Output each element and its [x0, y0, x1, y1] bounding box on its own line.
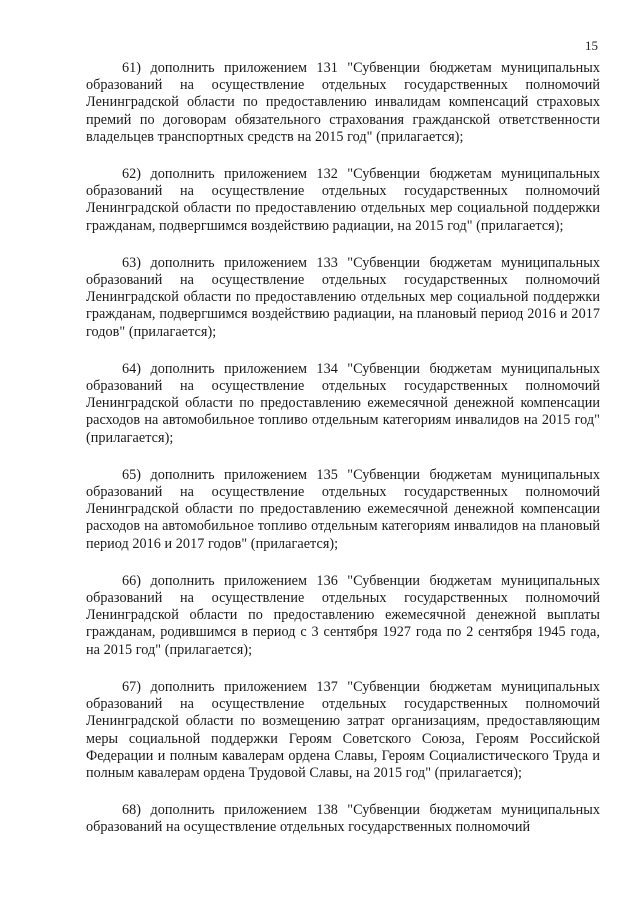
list-item-66: 66) дополнить приложением 136 "Субвенции бюджетам муниципальных образований на осуществление отдельных государственных полномочий Ленинградской области по предоставлению ежемесячной денежной выплаты гражданам, родившимся в период с 3 сентября 1927 года по 2 сентября 1945 года, на 2015 год" (прилагается);	[86, 572, 600, 658]
list-item-65: 65) дополнить приложением 135 "Субвенции бюджетам муниципальных образований на осуществление отдельных государственных полномочий Ленинградской области по предоставлению ежемесячной денежной компенсации расходов на автомобильное топливо отдельным категориям инвалидов на плановый период 2016 и 2017 годов" (прилагается);	[86, 466, 600, 552]
list-item-67: 67) дополнить приложением 137 "Субвенции бюджетам муниципальных образований на осуществление отдельных государственных полномочий Ленинградской области по возмещению затрат организациям, предоставляющим меры социальной поддержки Героям Советского Союза, Героям Российской Федерации и полным кавалерам ордена Славы, Героям Социалистического Труда и полным кавалерам ордена Трудовой Славы, на 2015 год" (прилагается);	[86, 678, 600, 781]
list-item-61: 61) дополнить приложением 131 "Субвенции бюджетам муниципальных образований на осуществление отдельных государственных полномочий Ленинградской области по предоставлению инвалидам компенсаций страховых премий по договорам обязательного страхования гражданской ответственности владельцев транспортных средств на 2015 год" (прилагается);	[86, 60, 600, 145]
list-item-63: 63) дополнить приложением 133 "Субвенции бюджетам муниципальных образований на осуществление отдельных государственных полномочий Ленинградской области по предоставлению отдельных мер социальной поддержки гражданам, подвергшимся воздействию радиации, на плановый период 2016 и 2017 годов" (прилагается);	[86, 254, 600, 340]
page-number: 15	[585, 38, 598, 53]
list-item-68: 68) дополнить приложением 138 "Субвенции бюджетам муниципальных образований на осуществление отдельных государственных полномочий	[86, 802, 600, 836]
list-item-64: 64) дополнить приложением 134 "Субвенции бюджетам муниципальных образований на осуществление отдельных государственных полномочий Ленинградской области по предоставлению ежемесячной денежной компенсации расходов на автомобильное топливо отдельным категориям инвалидов на 2015 год" (прилагается);	[86, 360, 600, 446]
list-item-62: 62) дополнить приложением 132 "Субвенции бюджетам муниципальных образований на осуществление отдельных государственных полномочий Ленинградской области по предоставлению отдельных мер социальной поддержки гражданам, подвергшимся воздействию радиации, на 2015 год" (прилагается);	[86, 166, 600, 234]
document-body	[86, 60, 600, 857]
